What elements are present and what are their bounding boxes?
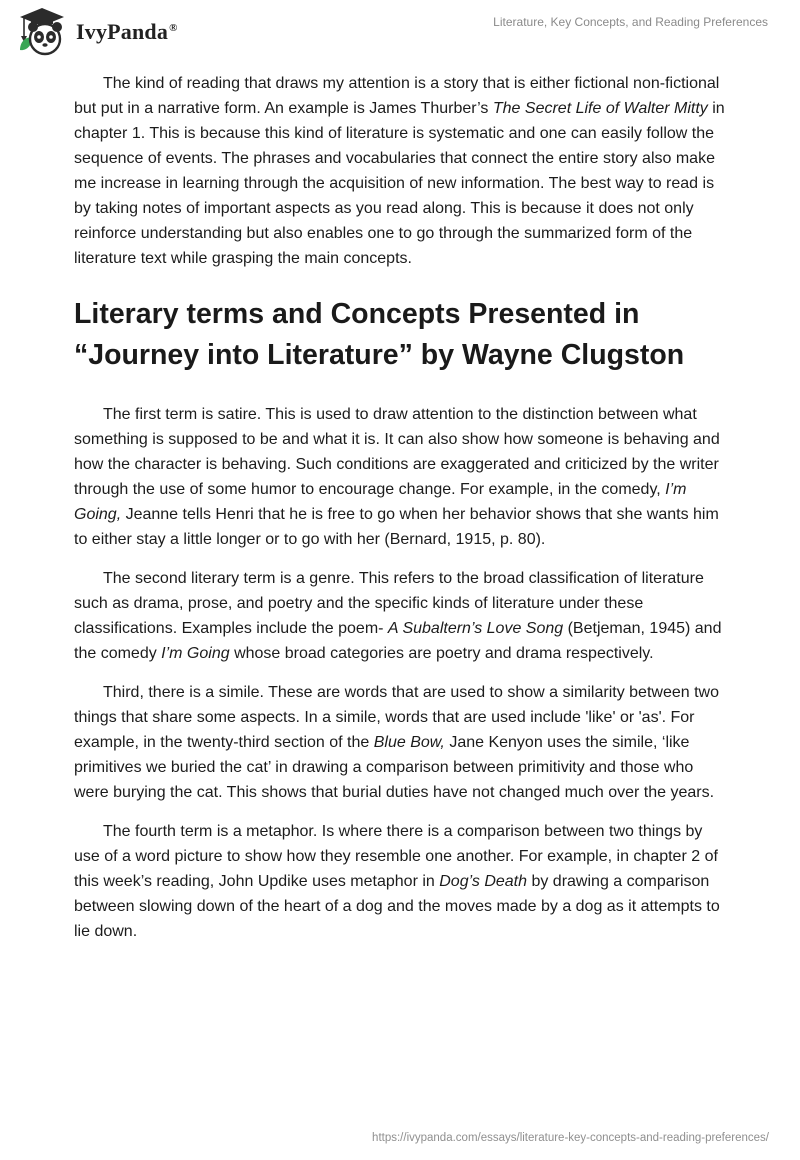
brand-name: IvyPanda® <box>76 19 178 44</box>
body-paragraph: The first term is satire. This is used to draw attention to the distinction between what something is supposed to be and what it is. It can also show how someone is behaving and how the character is behaving. Such conditions are exaggerated and criticized by the writer through the use of some humor to encourage change. For example, in the comedy, I’m Going, Jeanne tells Henri that he is free to go when her behavior shows that she wants him to either stay a little longer or to go with her (Bernard, 1915, p. 80). <box>74 406 720 548</box>
ivypanda-logo[interactable] <box>14 6 178 58</box>
body-paragraph: Third, there is a simile. These are words that are used to show a similarity between two things that share some aspects. In a simile, words that are used include 'like' or 'as'. For example, in the twenty-third section of the Blue Bow, Jane Kenyon uses the simile, ‘like primitives we buried the cat’ in drawing a comparison between primitivity and those who were burying the cat. This shows that burial duties have not changed much over the years. <box>74 684 719 801</box>
section-heading: Literary terms and Concepts Presented in “Journey into Literature” by Wayne Clugston <box>74 298 685 371</box>
body-paragraph: The second literary term is a genre. This refers to the broad classification of literature such as drama, prose, and poetry and the specific kinds of literature under these classifications. Examples include the poem- A Subaltern’s Love Song (Betjeman, 1945) and the comedy I’m Going whose broad categories are poetry and drama respectively. <box>74 570 722 662</box>
source-url[interactable]: https://ivypanda.com/essays/literature-key-concepts-and-reading-preferences/ <box>372 1132 769 1144</box>
body-paragraph: The fourth term is a metaphor. Is where there is a comparison between two things by use of a word picture to show how they resemble one another. For example, in chapter 2 of this week’s reading, John Updike uses metaphor in Dog’s Death by drawing a comparison between slowing down of the heart of a dog and the moves made by a dog as it attempts to lie down. <box>74 823 720 940</box>
intro-paragraph: The kind of reading that draws my attention is a story that is either fictional non-fictional but put in a narrative form. An example is James Thurber’s The Secret Life of Walter Mitty in chapter 1. This is because this kind of literature is systematic and one can easily follow the sequence of events. The phrases and vocabularies that connect the entire story also make me increase in learning through the acquisition of new information. The best way to read is by taking notes of important aspects as you read along. This is because it does not only reinforce understanding but also enables one to go through the summarized form of the literature text while grasping the main concepts. <box>74 75 725 267</box>
panda-graduate-icon <box>14 6 70 58</box>
essay-body <box>74 71 729 958</box>
running-title: Literature, Key Concepts, and Reading Preferences <box>493 15 768 29</box>
page-header <box>0 0 800 60</box>
